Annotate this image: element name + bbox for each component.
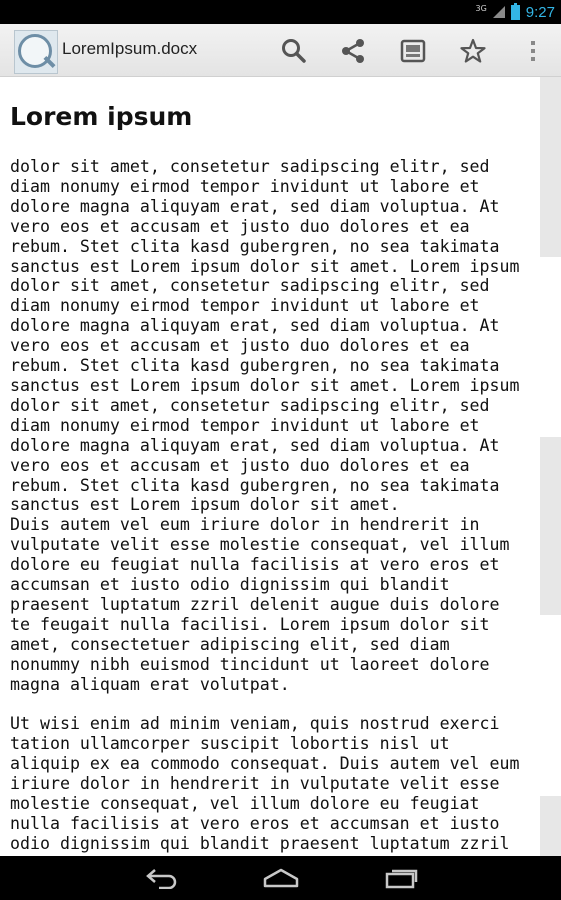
document-heading: Lorem ipsum — [10, 102, 193, 131]
overflow-menu-icon — [529, 39, 537, 63]
document-title: LoremIpsum.docx — [62, 39, 198, 58]
document-line: rebum. Stet clita kasd gubergren, no sea takimata — [10, 236, 500, 256]
star-icon — [460, 38, 486, 64]
recent-apps-icon — [384, 867, 418, 889]
status-bar — [0, 0, 561, 24]
document-line: dolore magna aliquyam erat, sed diam voluptua. At — [10, 196, 500, 216]
navigation-bar — [0, 856, 561, 900]
document-body — [10, 157, 540, 854]
document-line: diam nonumy eirmod tempor invidunt ut labore et — [10, 176, 480, 196]
document-line: vero eos et accusam et justo duo dolores et ea — [10, 455, 470, 475]
document-line: dolor sit amet, consetetur sadipscing elitr, sed — [10, 395, 490, 415]
share-button[interactable] — [333, 32, 373, 70]
home-button[interactable] — [256, 860, 306, 896]
document-line: dolor sit amet, consetetur sadipscing elitr, sed — [10, 157, 490, 176]
document-line: Duis autem vel eum iriure dolor in hendrerit in — [10, 515, 480, 535]
document-line: Ut wisi enim ad minim veniam, quis nostrud exerci — [10, 714, 500, 734]
document-line: vero eos et accusam et justo duo dolores et ea — [10, 216, 470, 236]
document-line: sanctus est Lorem ipsum dolor sit amet. Lorem ipsum — [10, 375, 520, 395]
document-line: sanctus est Lorem ipsum dolor sit amet. Lorem ipsum — [10, 256, 520, 276]
action-bar — [0, 24, 561, 77]
battery-icon — [511, 5, 520, 20]
document-line: iriure dolor in hendrerit in vulputate velit esse — [10, 774, 500, 794]
document-line: sanctus est Lorem ipsum dolor sit amet. — [10, 495, 400, 515]
page-edge-strip — [540, 437, 561, 615]
document-line: aliquip ex ea commodo consequat. Duis autem vel eum — [10, 754, 520, 774]
document-line: accumsan et iusto odio dignissim qui blandit — [10, 575, 450, 595]
app-icon[interactable] — [14, 30, 58, 74]
search-icon — [281, 38, 307, 64]
document-line: molestie consequat, vel illum dolore eu feugiat — [10, 794, 480, 813]
recent-apps-button[interactable] — [376, 860, 426, 896]
document-line: dolore magna aliquyam erat, sed diam voluptua. At — [10, 316, 500, 336]
document-line: vulputate velit esse molestie consequat, vel illum — [10, 535, 510, 555]
overflow-menu-button[interactable] — [513, 32, 553, 70]
document-line: magna aliquam erat volutpat. — [10, 674, 290, 694]
search-button[interactable] — [274, 32, 314, 70]
favorite-button[interactable] — [453, 32, 493, 70]
document-line: dolore magna aliquyam erat, sed diam voluptua. At — [10, 435, 500, 455]
document-line: vero eos et accusam et justo duo dolores et ea — [10, 336, 470, 356]
document-line: rebum. Stet clita kasd gubergren, no sea takimata — [10, 356, 500, 376]
back-button[interactable] — [137, 860, 187, 896]
document-line: odio dignissim qui blandit praesent luptatum zzril — [10, 833, 510, 853]
document-line: diam nonumy eirmod tempor invidunt ut labore et — [10, 415, 480, 435]
document-line: rebum. Stet clita kasd gubergren, no sea takimata — [10, 475, 500, 495]
document-line: tation ullamcorper suscipit lobortis nisl ut — [10, 734, 450, 754]
document-line: te feugait nulla facilisi. Lorem ipsum dolor sit — [10, 614, 490, 634]
home-icon — [263, 867, 299, 889]
print-icon — [400, 38, 426, 64]
document-line: nonummy nibh euismod tincidunt ut laoreet dolore — [10, 654, 490, 674]
status-icons — [476, 0, 556, 24]
document-line: dolor sit amet, consetetur sadipscing elitr, sed — [10, 276, 490, 296]
network-type-label: 3G — [475, 3, 487, 13]
document-line: praesent luptatum zzril delenit augue duis dolore — [10, 594, 500, 614]
document-line — [10, 694, 540, 714]
page-edge-strip — [540, 77, 561, 257]
signal-icon — [493, 6, 505, 18]
page-edge-strip — [540, 796, 561, 856]
print-button[interactable] — [393, 32, 433, 70]
document-line: diam nonumy eirmod tempor invidunt ut labore et — [10, 296, 480, 316]
back-icon — [145, 867, 179, 889]
document-line: nulla facilisis at vero eros et accumsan et iusto — [10, 813, 500, 833]
document-view[interactable] — [0, 77, 540, 856]
document-line: dolore eu feugiat nulla facilisis at vero eros et — [10, 555, 500, 575]
clock: 9:27 — [525, 3, 555, 21]
share-icon — [340, 38, 366, 64]
document-line: amet, consectetuer adipiscing elit, sed diam — [10, 634, 450, 654]
